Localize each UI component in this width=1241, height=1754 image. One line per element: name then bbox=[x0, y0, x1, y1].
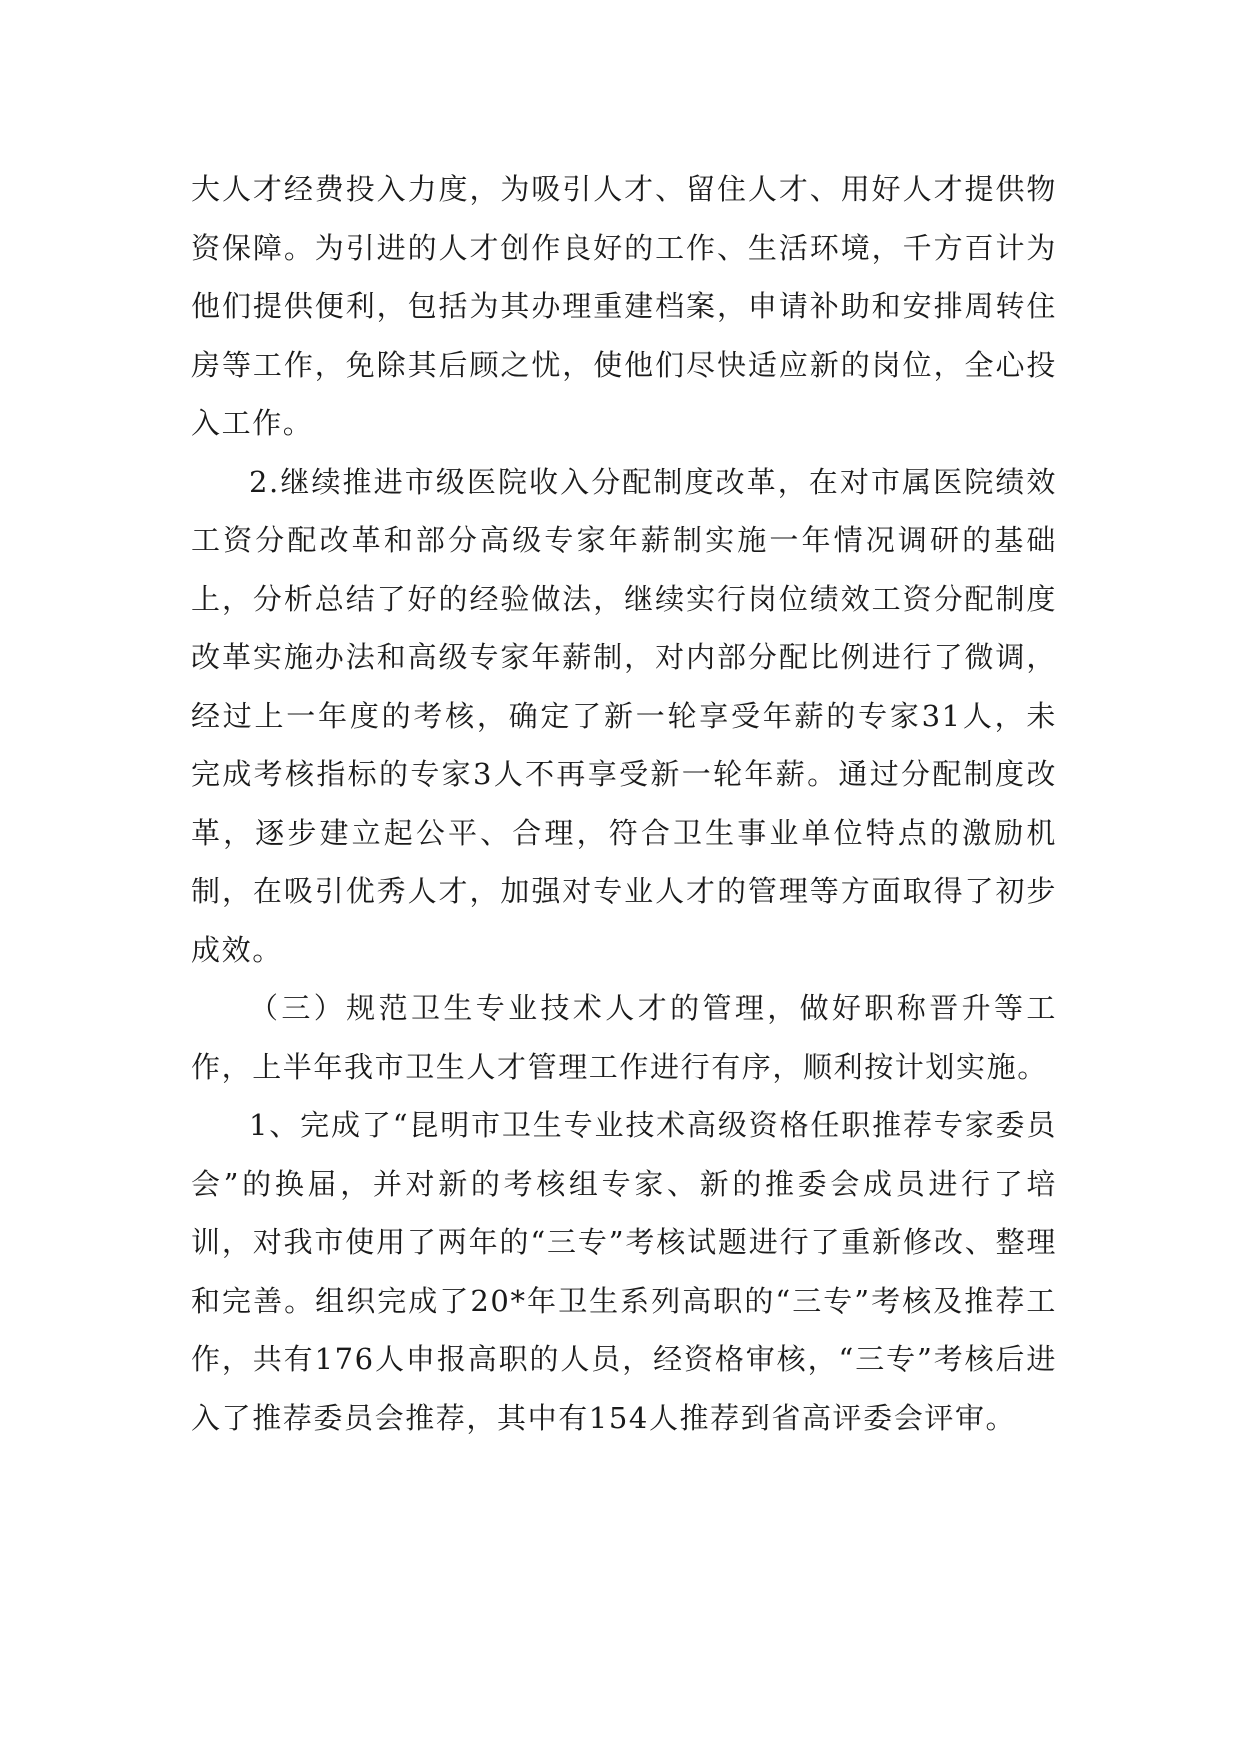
paragraph-committee-renewal: 1、完成了“昆明市卫生专业技术高级资格任职推荐专家委员会”的换届，并对新的考核组专家、新的推委会成员进行了培训，对我市使用了两年的“三专”考核试题进行了重新修改、整理和完善。组织完成了20*年卫生系列高职的“三专”考核及推荐工作，共有176人申报高职的人员，经资格审核，“三专”考核后进入了推荐委员会推荐，其中有154人推荐到省高评委会评审。 bbox=[191, 1108, 1057, 1435]
paragraph-salary-reform: 2.继续推进市级医院收入分配制度改革，在对市属医院绩效工资分配改革和部分高级专家年薪制实施一年情况调研的基础上，分析总结了好的经验做法，继续实行岗位绩效工资分配制度改革实施办法和高级专家年薪制，对内部分配比例进行了微调，经过上一年度的考核，确定了新一轮享受年薪的专家31人，未完成考核指标的专家3人不再享受新一轮年薪。通过分配制度改革，逐步建立起公平、合理，符合卫生事业单位特点的激励机制，在吸引优秀人才，加强对专业人才的管理等方面取得了初步成效。 bbox=[191, 464, 1057, 967]
paragraph-talent-funding: 大人才经费投入力度，为吸引人才、留住人才、用好人才提供物资保障。为引进的人才创作良好的工作、生活环境，千方百计为他们提供便利，包括为其办理重建档案，申请补助和安排周转住房等工作，免除其后顾之忧，使他们尽快适应新的岗位，全心投入工作。 bbox=[191, 172, 1057, 440]
paragraph-section-three-heading: （三）规范卫生专业技术人才的管理，做好职称晋升等工作，上半年我市卫生人才管理工作进行有序，顺利按计划实施。 bbox=[191, 991, 1057, 1084]
document-body bbox=[191, 160, 1057, 1447]
